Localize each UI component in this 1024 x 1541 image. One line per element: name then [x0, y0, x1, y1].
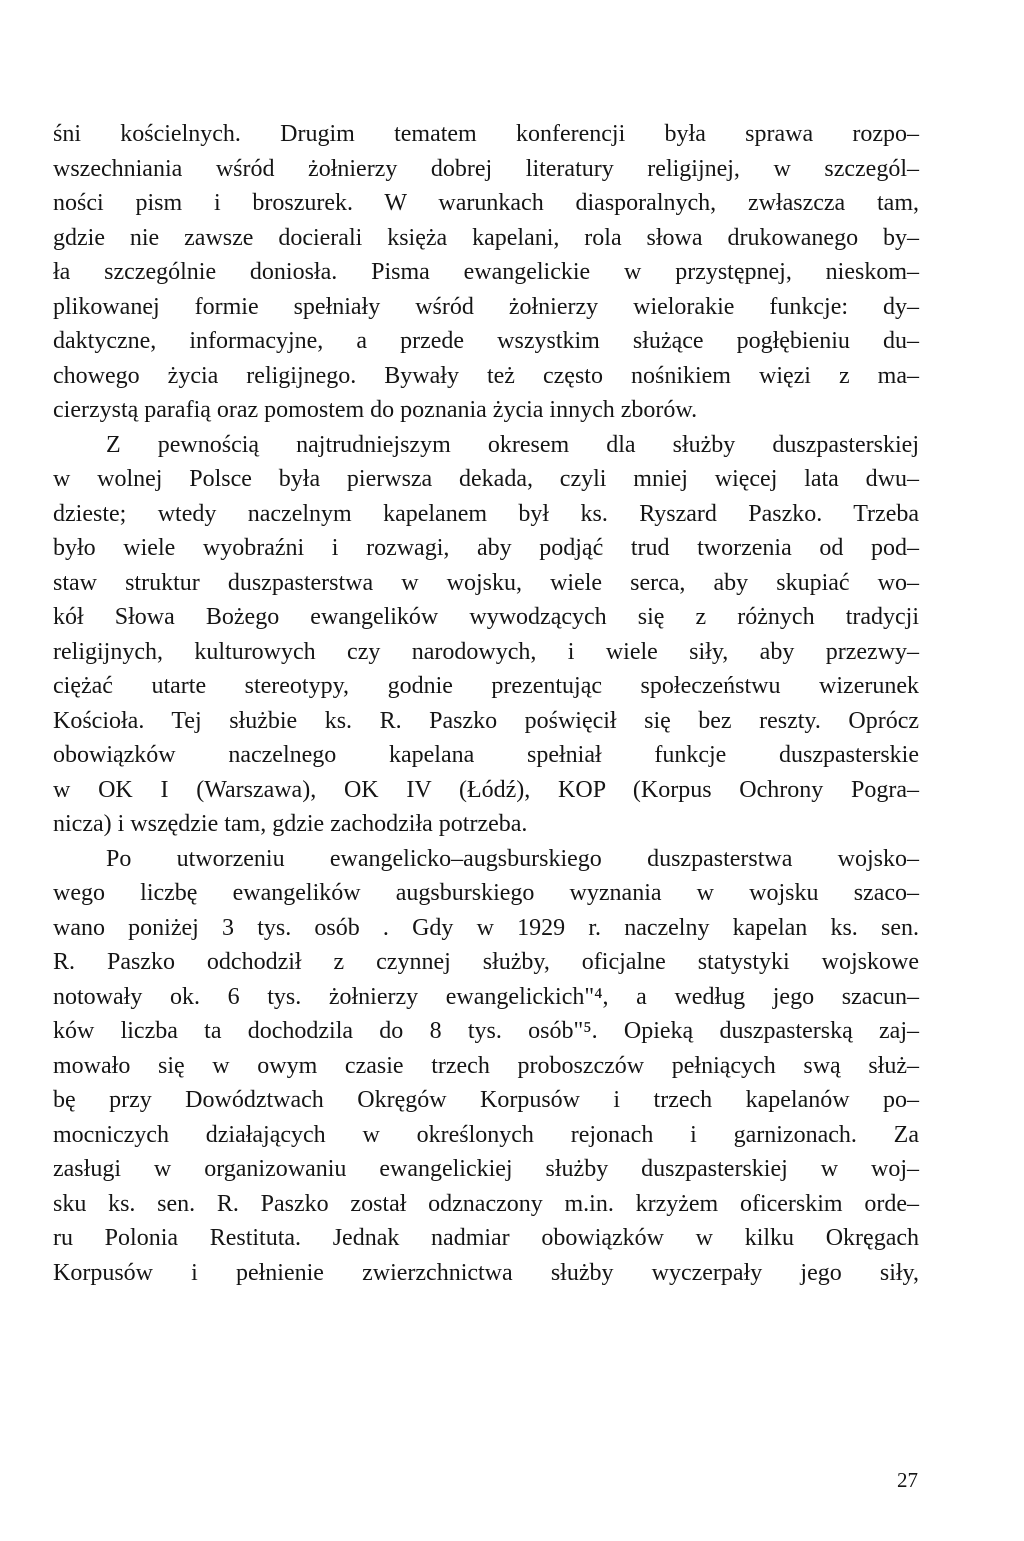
text-line: sku ks. sen. R. Paszko został odznaczony m.in. krzyżem oficerskim orde– [53, 1190, 919, 1217]
text-line: dzieste; wtedy naczelnym kapelanem był ks. Ryszard Paszko. Trzeba [53, 500, 919, 527]
text-line: było wiele wyobraźni i rozwagi, aby podjąć trud tworzenia od pod– [53, 535, 919, 561]
text-line: Kościoła. Tej służbie ks. R. Paszko poświęcił się bez reszty. Oprócz [53, 707, 919, 734]
text-line: plikowanej formie spełniały wśród żołnierzy wielorakie funkcje: dy– [53, 293, 919, 320]
page-number: 27 [897, 1468, 918, 1492]
text-line: w wolnej Polsce była pierwsza dekada, czyli mniej więcej lata dwu– [53, 466, 919, 492]
text-line: mowało się w owym czasie trzech proboszczów pełniących swą służ– [53, 1052, 919, 1079]
body-text [53, 117, 919, 1290]
text-line: chowego życia religijnego. Bywały też często nośnikiem więzi z ma– [53, 362, 919, 389]
text-line: R. Paszko odchodził z czynnej służby, oficjalne statystyki wojskowe [53, 949, 919, 975]
text-line: religijnych, kulturowych czy narodowych, i wiele siły, aby przezwy– [53, 638, 919, 665]
text-line: cierzystą parafią oraz pomostem do poznania życia innych zborów. [53, 397, 698, 423]
text-line: ciężać utarte stereotypy, godnie prezentując społeczeństwu wizerunek [53, 673, 919, 699]
text-line: zasługi w organizowaniu ewangelickiej służby duszpasterskiej w woj– [53, 1156, 919, 1182]
text-line: Korpusów i pełnienie zwierzchnictwa służby wyczerpały jego siły, [53, 1259, 919, 1286]
text-line: bę przy Dowództwach Okręgów Korpusów i trzech kapelanów po– [53, 1087, 919, 1113]
text-line: wego liczbę ewangelików augsburskiego wyznania w wojsku szaco– [53, 880, 919, 906]
text-line: ru Polonia Restituta. Jednak nadmiar obowiązków w kilku Okręgach [53, 1225, 919, 1251]
text-line: obowiązków naczelnego kapelana spełniał funkcje duszpasterskie [53, 742, 919, 768]
text-line: Z pewnością najtrudniejszym okresem dla służby duszpasterskiej [106, 431, 919, 458]
text-line: ków liczba ta dochodzila do 8 tys. osób"⁵. Opieką duszpasterską zaj– [53, 1018, 919, 1044]
text-line: ła szczególnie doniosła. Pisma ewangelickie w przystępnej, nieskom– [53, 259, 919, 285]
text-line: notowały ok. 6 tys. żołnierzy ewangelickich"⁴, a według jego szacun– [53, 983, 919, 1010]
text-line: wano poniżej 3 tys. osób . Gdy w 1929 r. naczelny kapelan ks. sen. [53, 914, 919, 941]
text-line: mocniczych działających w określonych rejonach i garnizonach. Za [53, 1121, 919, 1148]
text-line: nicza) i wszędzie tam, gdzie zachodziła potrzeba. [53, 811, 528, 837]
text-line: wszechniania wśród żołnierzy dobrej literatury religijnej, w szczegól– [53, 155, 919, 182]
text-line: staw struktur duszpasterstwa w wojsku, wiele serca, aby skupiać wo– [53, 569, 919, 596]
text-line: śni kościelnych. Drugim tematem konferencji była sprawa rozpo– [53, 121, 919, 147]
text-line: ności pism i broszurek. W warunkach diasporalnych, zwłaszcza tam, [53, 190, 919, 216]
text-line: kół Słowa Bożego ewangelików wywodzących się z różnych tradycji [53, 604, 919, 630]
text-line: daktyczne, informacyjne, a przede wszystkim służące pogłębieniu du– [53, 328, 919, 354]
text-line: w OK I (Warszawa), OK IV (Łódź), KOP (Korpus Ochrony Pogra– [53, 776, 919, 803]
text-line: gdzie nie zawsze docierali księża kapelani, rola słowa drukowanego by– [53, 224, 919, 251]
text-line: Po utworzeniu ewangelicko–augsburskiego duszpasterstwa wojsko– [106, 845, 919, 872]
